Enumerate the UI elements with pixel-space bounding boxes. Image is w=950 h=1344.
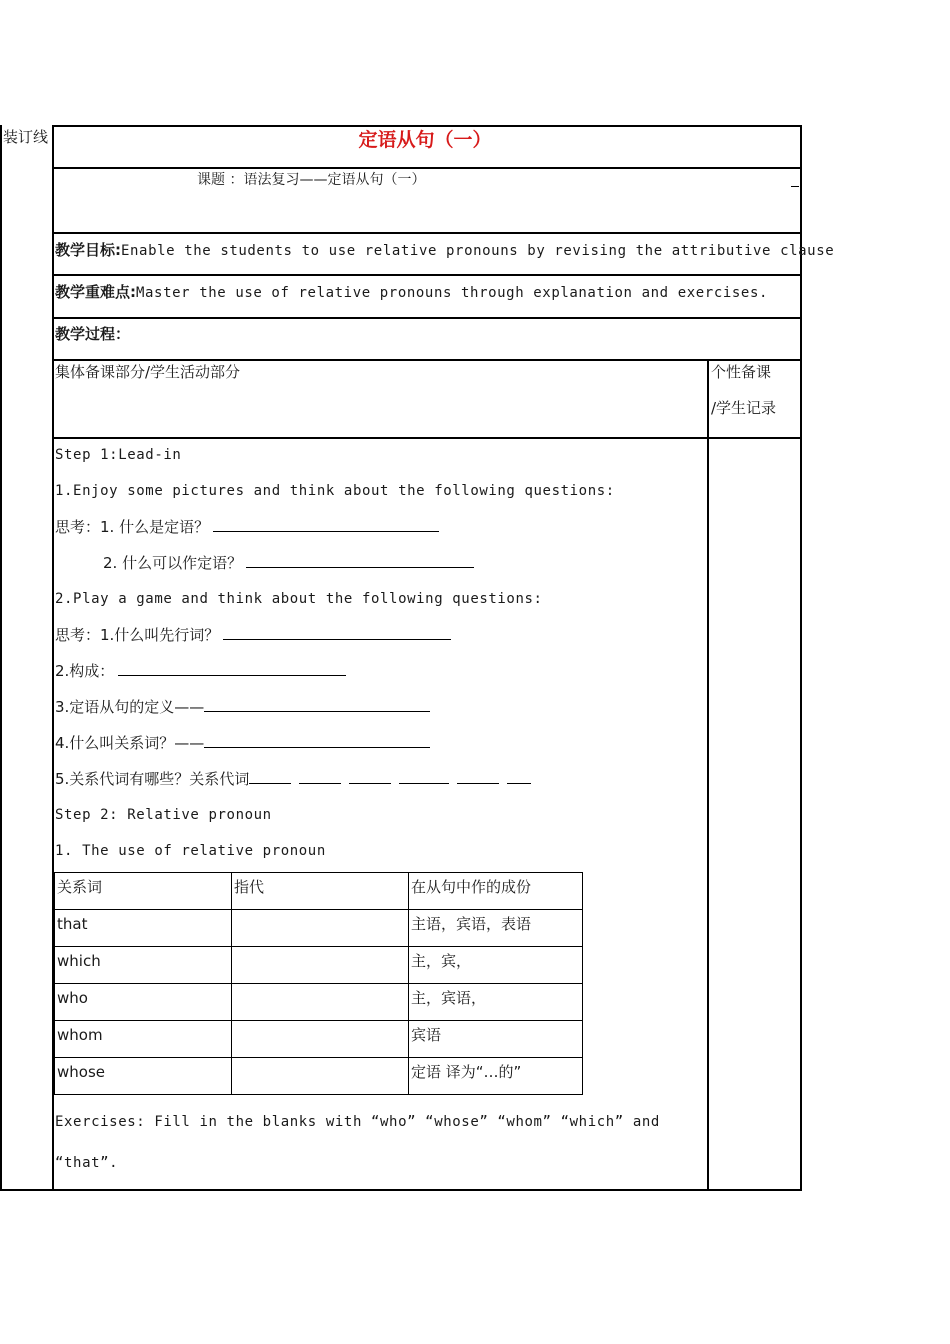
think-2-text: 2. 什么可以作定语？ xyxy=(103,554,243,572)
binding-margin-label: 装订线 xyxy=(3,128,49,146)
answer-blank[interactable] xyxy=(223,625,451,640)
table-row xyxy=(55,984,583,1021)
table-header-cell: 指代 xyxy=(232,873,409,910)
table-cell: who xyxy=(55,984,232,1021)
answer-blank[interactable] xyxy=(507,769,531,784)
question-1: 1.Enjoy some pictures and think about the following questions: xyxy=(55,483,615,499)
page-title: 定语从句（一） xyxy=(358,129,492,151)
table-cell: that xyxy=(55,910,232,947)
row-divider xyxy=(52,274,802,276)
think-line-7 xyxy=(55,769,531,789)
row-divider xyxy=(52,359,802,361)
table-row xyxy=(55,1021,583,1058)
question-2: 2.Play a game and think about the following questions: xyxy=(55,591,543,607)
table-cell[interactable] xyxy=(232,910,409,947)
teaching-process-label: 教学过程： xyxy=(55,325,131,343)
relative-pronoun-use: 1. The use of relative pronoun xyxy=(55,843,326,859)
think-line-1 xyxy=(55,517,439,537)
topic-line: 课题 ：语法复习——定语从句（一） xyxy=(197,172,426,188)
think-5-text: 3.定语从句的定义—— xyxy=(55,698,205,716)
answer-blank[interactable] xyxy=(204,733,430,748)
think-line-3 xyxy=(55,625,451,645)
header-right-line1: 个性备课 xyxy=(711,363,772,381)
table-cell: which xyxy=(55,947,232,984)
table-cell: 宾语 xyxy=(409,1021,583,1058)
header-right-line2: /学生记录 xyxy=(711,399,777,417)
table-cell[interactable] xyxy=(232,947,409,984)
table-header-row xyxy=(55,873,583,910)
frame-right-edge xyxy=(800,125,802,1191)
step1-heading: Step 1:Lead-in xyxy=(55,447,182,463)
table-cell: 主语，宾语，表语 xyxy=(409,910,583,947)
answer-blank[interactable] xyxy=(204,697,430,712)
think-1-text: 思考：1. 什么是定语？ xyxy=(55,518,210,536)
frame-bottom-edge xyxy=(0,1189,802,1191)
table-row xyxy=(55,910,583,947)
table-cell: whom xyxy=(55,1021,232,1058)
row-divider xyxy=(52,167,802,169)
key-points-label: 教学重难点: xyxy=(55,283,136,301)
table-row xyxy=(55,947,583,984)
row-divider xyxy=(52,317,802,319)
think-line-2 xyxy=(103,553,474,573)
row-divider xyxy=(52,232,802,234)
table-cell: whose xyxy=(55,1058,232,1095)
step2-heading: Step 2: Relative pronoun xyxy=(55,807,272,823)
answer-blank[interactable] xyxy=(249,769,291,784)
table-header-cell: 关系词 xyxy=(55,873,232,910)
table-cell: 主，宾， xyxy=(409,947,583,984)
teaching-goal-label: 教学目标: xyxy=(55,241,121,259)
table-cell: 主，宾语， xyxy=(409,984,583,1021)
teaching-goal-text: Enable the students to use relative pronouns by revising the attributive clause xyxy=(121,243,835,259)
exercise-instructions-cont: “that”. xyxy=(55,1155,119,1171)
column-divider xyxy=(707,359,709,1191)
answer-blank[interactable] xyxy=(299,769,341,784)
answer-blank[interactable] xyxy=(399,769,449,784)
think-4-text: 2.构成： xyxy=(55,662,115,680)
table-cell[interactable] xyxy=(232,984,409,1021)
answer-blank[interactable] xyxy=(246,553,474,568)
teaching-goal xyxy=(55,240,834,261)
exercise-instructions: Exercises: Fill in the blanks with “who” “whose” “whom” “which” and xyxy=(55,1114,660,1130)
table-row xyxy=(55,1058,583,1095)
think-3-text: 思考：1.什么叫先行词？ xyxy=(55,626,220,644)
frame-left-edge xyxy=(0,125,2,1191)
think-line-4 xyxy=(55,661,346,681)
row-divider xyxy=(52,437,802,439)
header-left: 集体备课部分/学生活动部分 xyxy=(55,363,241,381)
table-cell: 定语 译为“…的” xyxy=(409,1058,583,1095)
answer-blank[interactable] xyxy=(213,517,439,532)
table-cell[interactable] xyxy=(232,1021,409,1058)
answer-blank[interactable] xyxy=(349,769,391,784)
key-points-text: Master the use of relative pronouns through explanation and exercises. xyxy=(136,285,769,301)
think-line-6 xyxy=(55,733,430,753)
answer-blank[interactable] xyxy=(457,769,499,784)
topic-mark xyxy=(791,186,799,187)
think-7-text: 5.关系代词有哪些？关系代词 xyxy=(55,770,250,788)
table-header-cell: 在从句中作的成份 xyxy=(409,873,583,910)
frame-top-edge xyxy=(52,125,802,127)
relative-pronoun-table xyxy=(54,872,583,1095)
think-6-text: 4.什么叫关系词？—— xyxy=(55,734,205,752)
answer-blank[interactable] xyxy=(118,661,346,676)
table-cell[interactable] xyxy=(232,1058,409,1095)
key-points xyxy=(55,282,768,303)
think-line-5 xyxy=(55,697,430,717)
